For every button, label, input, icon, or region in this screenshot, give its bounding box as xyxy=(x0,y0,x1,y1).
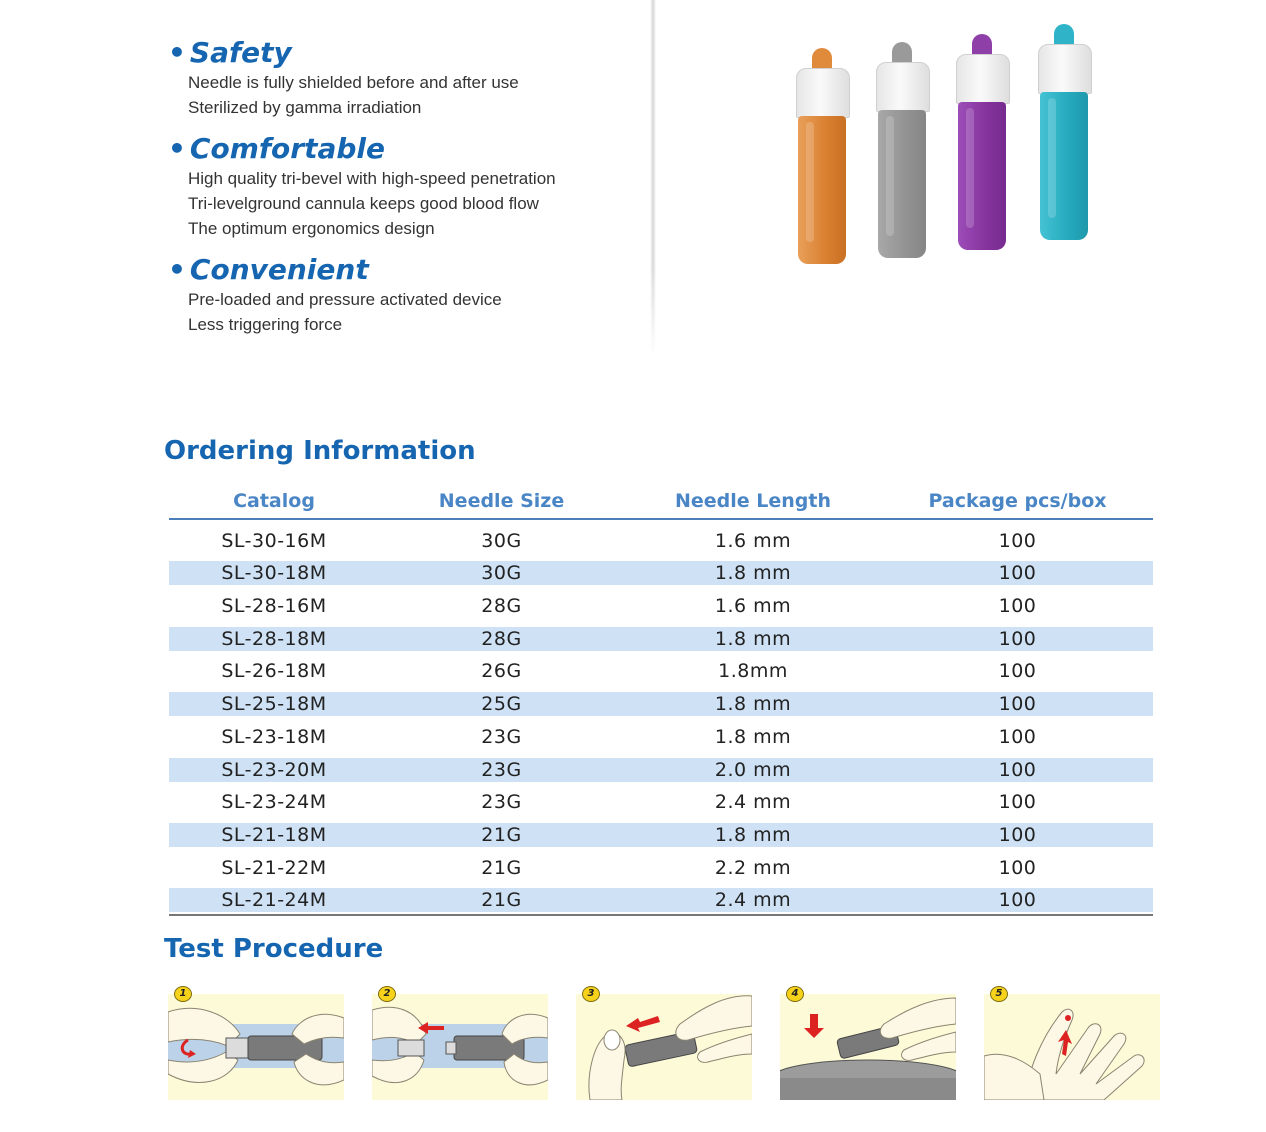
cell-needle-size: 30G xyxy=(481,562,522,585)
cell-catalog: SL-30-18M xyxy=(221,562,327,585)
cell-package: 100 xyxy=(998,856,1037,879)
table-row xyxy=(169,856,1153,880)
cell-package: 100 xyxy=(998,758,1037,781)
lancet-cap xyxy=(956,54,1010,104)
cell-needle-length: 1.8 mm xyxy=(714,562,792,585)
table-header xyxy=(169,484,1153,520)
cell-needle-length: 1.6 mm xyxy=(714,529,792,552)
cell-needle-length: 1.6 mm xyxy=(714,595,792,618)
cell-package: 100 xyxy=(998,529,1037,552)
lancet-cap xyxy=(876,62,930,112)
cell-package: 100 xyxy=(998,823,1037,846)
feature-line: Needle is fully shielded before and after use xyxy=(188,73,519,92)
cell-package: 100 xyxy=(998,595,1037,618)
table-row xyxy=(169,888,1153,912)
cell-needle-length: 1.8 mm xyxy=(714,823,792,846)
product-image xyxy=(780,18,1120,258)
cell-needle-size: 23G xyxy=(481,725,522,748)
ordering-title: Ordering Information xyxy=(164,436,476,466)
cell-needle-size: 28G xyxy=(481,627,522,650)
feature-line: The optimum ergonomics design xyxy=(188,219,435,238)
table-row xyxy=(169,823,1153,847)
cell-needle-length: 2.2 mm xyxy=(714,856,792,879)
cell-needle-size: 28G xyxy=(481,595,522,618)
cell-catalog: SL-21-24M xyxy=(221,889,327,912)
table-row xyxy=(169,529,1153,553)
cell-package: 100 xyxy=(998,562,1037,585)
step-illustration xyxy=(576,994,752,1100)
table-row xyxy=(169,692,1153,716)
cell-catalog: SL-23-18M xyxy=(221,725,327,748)
table-row xyxy=(169,758,1153,782)
cell-catalog: SL-21-18M xyxy=(221,823,327,846)
feature-title: Convenient xyxy=(189,253,369,286)
cell-needle-length: 2.4 mm xyxy=(714,889,792,912)
cell-needle-length: 1.8 mm xyxy=(714,627,792,650)
step-1-drawing xyxy=(168,994,344,1100)
cell-needle-length: 1.8mm xyxy=(718,660,788,683)
cell-catalog: SL-23-24M xyxy=(221,791,327,814)
procedure-steps xyxy=(168,986,1160,1104)
vertical-divider xyxy=(650,0,656,356)
cell-catalog: SL-28-16M xyxy=(221,595,327,618)
cell-needle-size: 21G xyxy=(481,889,522,912)
lancet-cap xyxy=(796,68,850,118)
feature-line: High quality tri-bevel with high-speed penetration xyxy=(188,169,556,188)
feature-title: Safety xyxy=(189,36,292,69)
step-number: 1 xyxy=(174,986,192,1002)
lancet-body xyxy=(798,116,846,264)
procedure-step xyxy=(780,986,956,1102)
step-illustration xyxy=(372,994,548,1100)
lancet-cap xyxy=(1038,44,1092,94)
table-row xyxy=(169,627,1153,651)
step-number: 4 xyxy=(786,986,804,1002)
cell-needle-size: 21G xyxy=(481,823,522,846)
step-number: 2 xyxy=(378,986,396,1002)
cell-needle-size: 25G xyxy=(481,693,522,716)
cell-catalog: SL-25-18M xyxy=(221,693,327,716)
table-row xyxy=(169,659,1153,683)
step-4-drawing xyxy=(780,994,956,1100)
step-number: 5 xyxy=(990,986,1008,1002)
lancet-body xyxy=(1040,92,1088,240)
features-list xyxy=(168,36,638,349)
table-body xyxy=(169,529,1153,913)
cell-needle-size: 23G xyxy=(481,791,522,814)
cell-catalog: SL-30-16M xyxy=(221,529,327,552)
feature-safety: • Safety Needle is fully shielded before and after use Sterilized by gamma irradiation xyxy=(168,36,638,120)
table-row xyxy=(169,725,1153,749)
cell-catalog: SL-21-22M xyxy=(221,856,327,879)
cell-package: 100 xyxy=(998,660,1037,683)
procedure-step xyxy=(168,986,344,1102)
cell-needle-size: 21G xyxy=(481,856,522,879)
table-bottom-rule xyxy=(169,914,1153,916)
lancet-body xyxy=(878,110,926,258)
cell-needle-length: 1.8 mm xyxy=(714,693,792,716)
feature-line: Less triggering force xyxy=(188,315,343,334)
feature-line: Tri-levelground cannula keeps good blood flow xyxy=(188,194,539,213)
cell-package: 100 xyxy=(998,627,1037,650)
step-illustration xyxy=(168,994,344,1100)
table-row xyxy=(169,790,1153,814)
cell-needle-length: 2.4 mm xyxy=(714,791,792,814)
step-illustration xyxy=(984,994,1160,1100)
ordering-table xyxy=(169,484,1153,912)
procedure-step xyxy=(576,986,752,1102)
procedure-step xyxy=(984,986,1160,1102)
step-2-drawing xyxy=(372,994,548,1100)
header-needle-length: Needle Length xyxy=(674,490,832,512)
step-number: 3 xyxy=(582,986,600,1002)
feature-line: Sterilized by gamma irradiation xyxy=(188,98,422,117)
cell-package: 100 xyxy=(998,791,1037,814)
cell-needle-length: 1.8 mm xyxy=(714,725,792,748)
cell-needle-size: 26G xyxy=(481,660,522,683)
cell-package: 100 xyxy=(998,889,1037,912)
feature-title: Comfortable xyxy=(189,132,386,165)
header-catalog: Catalog xyxy=(233,490,315,512)
cell-catalog: SL-28-18M xyxy=(221,627,327,650)
cell-needle-size: 23G xyxy=(481,758,522,781)
feature-comfortable: • Comfortable High quality tri-bevel with high-speed penetration Tri-levelground cannula keeps good blood flow The optimum ergonomics design xyxy=(168,132,638,241)
cell-catalog: SL-23-20M xyxy=(221,758,327,781)
step-5-drawing xyxy=(984,994,1160,1100)
cell-package: 100 xyxy=(998,725,1037,748)
header-needle-size: Needle Size xyxy=(438,490,565,512)
step-illustration xyxy=(780,994,956,1100)
lancet-body xyxy=(958,102,1006,250)
cell-needle-size: 30G xyxy=(481,529,522,552)
feature-convenient: • Convenient Pre-loaded and pressure activated device Less triggering force xyxy=(168,253,638,337)
table-row xyxy=(169,561,1153,585)
cell-package: 100 xyxy=(998,693,1037,716)
header-package: Package pcs/box xyxy=(928,490,1107,512)
feature-line: Pre-loaded and pressure activated device xyxy=(188,290,502,309)
cell-needle-length: 2.0 mm xyxy=(714,758,792,781)
procedure-step xyxy=(372,986,548,1102)
cell-catalog: SL-26-18M xyxy=(221,660,327,683)
table-row xyxy=(169,594,1153,618)
procedure-title: Test Procedure xyxy=(164,934,384,964)
step-3-drawing xyxy=(576,994,752,1100)
